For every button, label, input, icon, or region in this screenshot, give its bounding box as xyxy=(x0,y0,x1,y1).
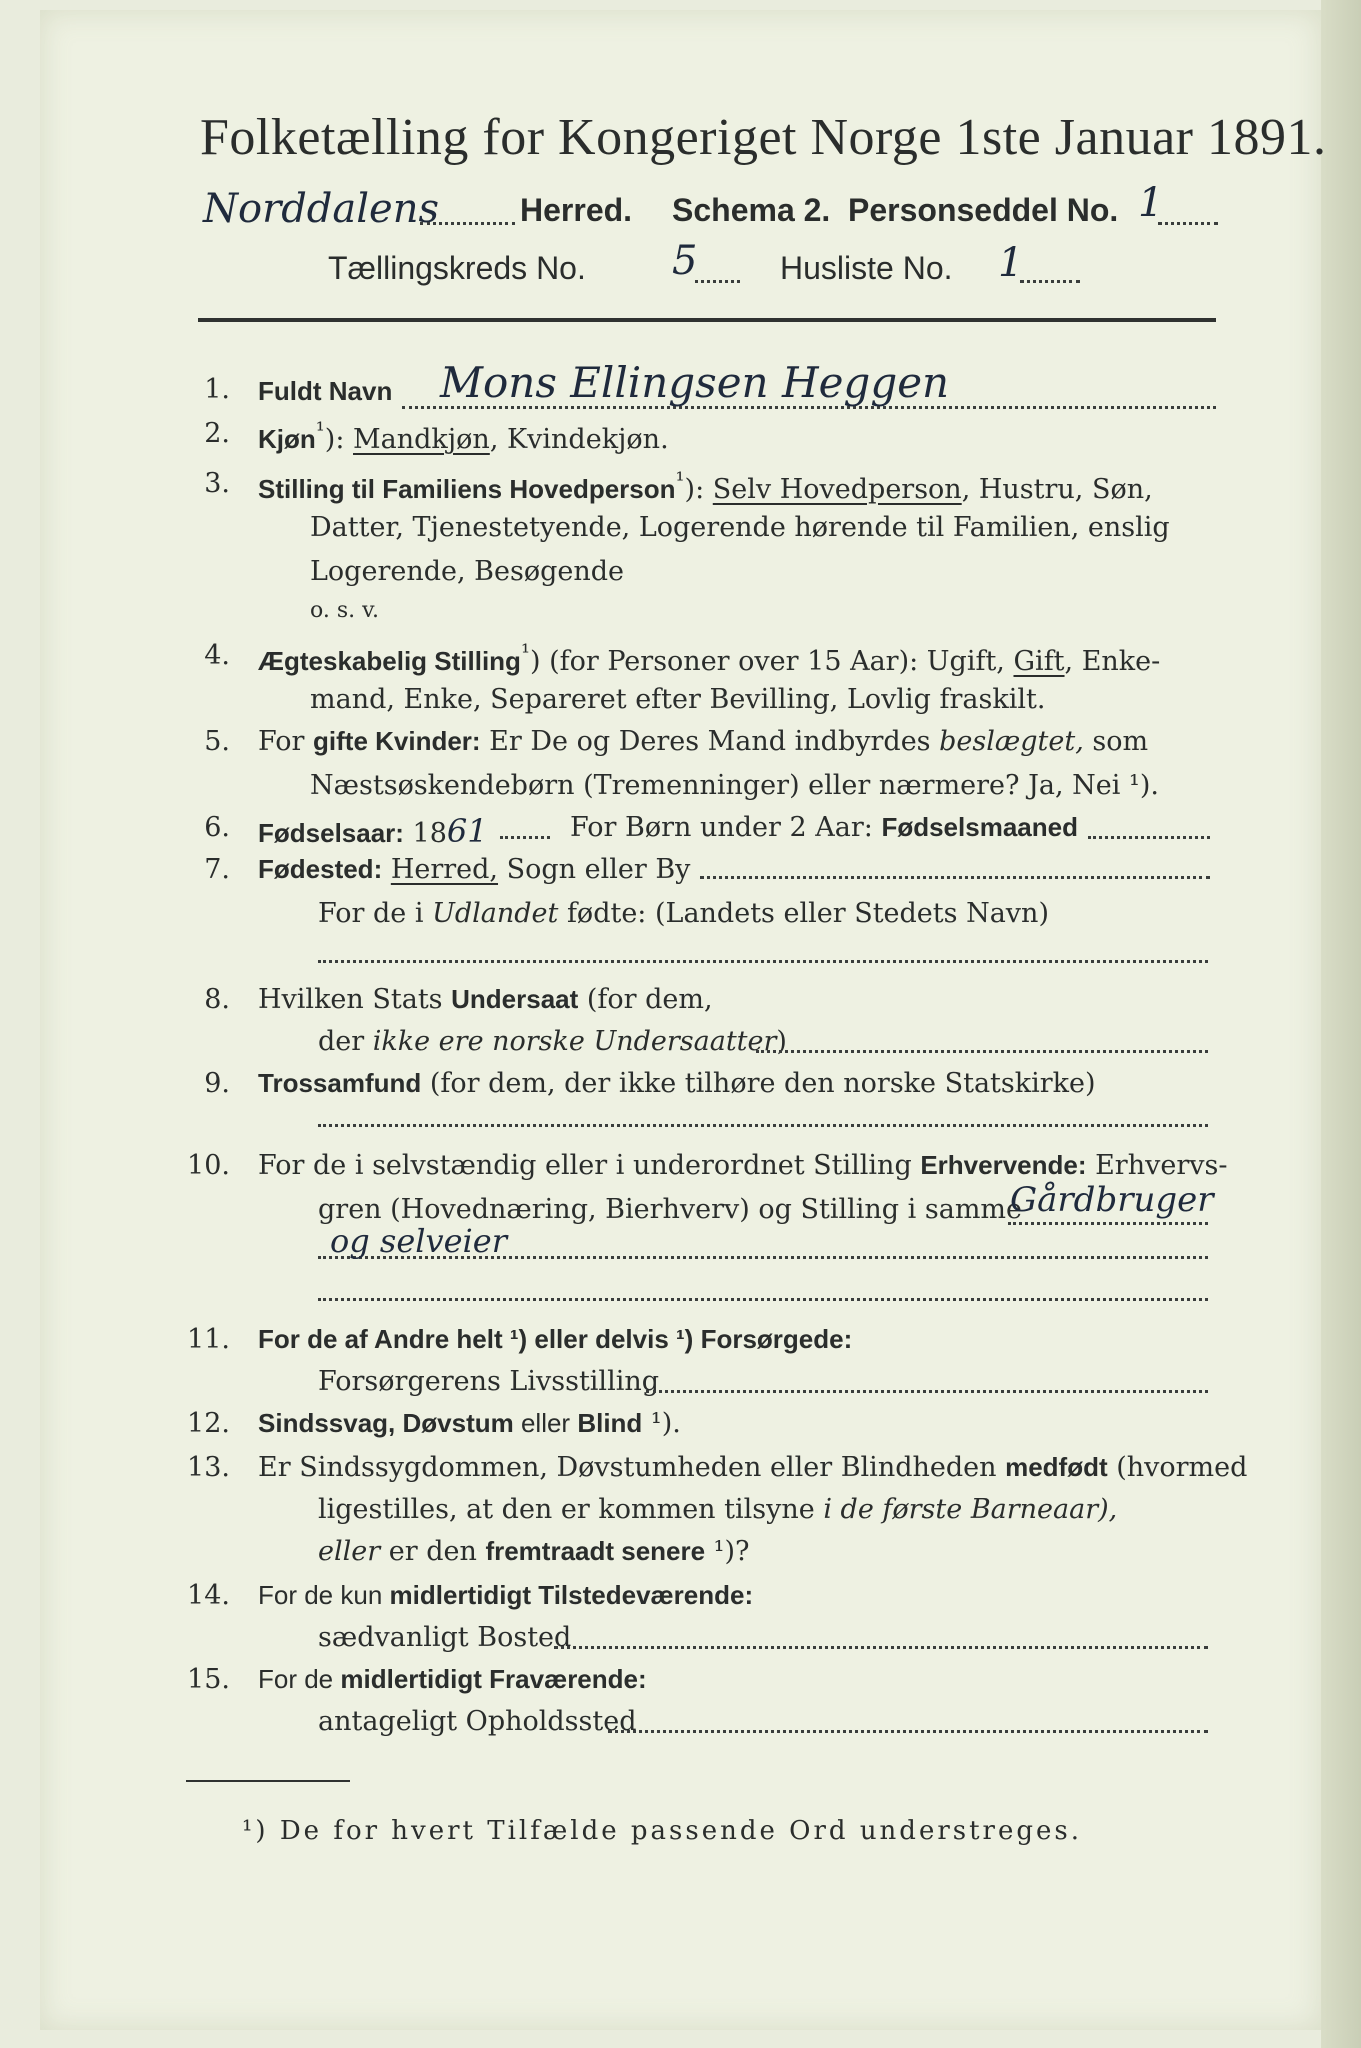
q1-label: Fuldt Navn xyxy=(258,376,393,406)
q3-number: 3. xyxy=(204,468,230,499)
q4-rest: ) (for Personer over 15 Aar): Ugift, xyxy=(529,646,1014,677)
q11-line1 xyxy=(258,1324,852,1355)
q3-line4: o. s. v. xyxy=(310,598,379,623)
q10-pre: For de i selvstændig eller i underordnet Stilling xyxy=(258,1150,921,1181)
q6-value: 61 xyxy=(446,812,488,850)
q6-year-dots xyxy=(500,836,550,839)
q2-rest: ): xyxy=(324,424,354,455)
q12-end: ¹). xyxy=(642,1408,681,1439)
kreds-dots xyxy=(695,280,740,283)
husliste-label: Husliste No. xyxy=(780,250,953,286)
q10-number: 10. xyxy=(187,1150,230,1181)
q3-line1-rest: , Hustru, Søn, xyxy=(961,474,1153,505)
q13-line3-italic: eller xyxy=(318,1536,381,1567)
q5-rest: Er De og Deres Mand indbyrdes xyxy=(480,726,940,757)
q13-line2-pre: ligestilles, at den er kommen tilsyne xyxy=(318,1494,824,1525)
q13-line3-pre: er den xyxy=(380,1536,486,1567)
q7-number: 7. xyxy=(204,854,230,885)
census-form-page xyxy=(40,10,1321,2030)
q6-label2: Fødselsmaaned xyxy=(881,812,1078,842)
q13-rest: (hvormed xyxy=(1107,1452,1248,1483)
q2-option-other: , Kvindekjøn. xyxy=(489,424,669,455)
q13-number: 13. xyxy=(187,1452,230,1483)
q7-line2-pre: For de i xyxy=(318,898,433,929)
personseddel-label: Personseddel No. xyxy=(848,192,1119,228)
q8-label: Undersaat xyxy=(451,984,579,1014)
q15-pre: For de xyxy=(258,1664,341,1694)
q13-line2-italic: i de første Barneaar), xyxy=(823,1494,1118,1525)
q10-value-1: Gårdbruger xyxy=(1010,1180,1214,1220)
q8-dots xyxy=(756,1050,1208,1053)
q11-line2: Forsørgerens Livsstilling xyxy=(318,1366,660,1397)
q15-line1 xyxy=(258,1664,647,1695)
herred-dots xyxy=(420,222,515,225)
q13-label: medfødt xyxy=(1005,1452,1108,1482)
q2-option-selected: Mandkjøn xyxy=(353,424,490,455)
page-edge xyxy=(1321,0,1361,2048)
q10-line1 xyxy=(258,1150,1227,1181)
q5-pre: For xyxy=(258,726,314,757)
form-title: Folketælling for Kongeriget Norge 1ste Januar 1891. xyxy=(200,109,1327,166)
q9-number: 9. xyxy=(204,1068,230,1099)
q8-number: 8. xyxy=(204,984,230,1015)
q4-option-selected: Gift xyxy=(1013,646,1065,677)
q10-line4-dots xyxy=(318,1298,1208,1301)
q7-label: Fødested: xyxy=(258,854,383,884)
q12-line1 xyxy=(258,1408,681,1439)
q4-label: Ægteskabelig Stilling xyxy=(258,646,521,676)
q2-label: Kjøn xyxy=(258,424,316,454)
q14-line1 xyxy=(258,1580,753,1611)
herred-label: Herred. xyxy=(520,192,633,228)
q13-line3-label: fremtraadt senere xyxy=(485,1536,706,1566)
q1-number: 1. xyxy=(204,374,230,405)
kreds-label: Tællingskreds No. xyxy=(328,250,586,286)
q1-value: Mons Ellingsen Heggen xyxy=(440,358,950,407)
q3-label: Stilling til Familiens Hovedperson xyxy=(258,474,676,504)
q13-line1 xyxy=(258,1452,1247,1483)
q11-number: 11. xyxy=(187,1324,230,1355)
herred-value: Norddalens xyxy=(203,186,440,232)
q3-option-selected: Selv Hovedperson xyxy=(712,474,962,505)
personseddel-dots xyxy=(1158,222,1218,225)
q10-line2: gren (Hovednæring, Bierhverv) og Stilling i samme xyxy=(318,1194,1023,1225)
q5-label: gifte Kvinder: xyxy=(313,726,481,756)
q13-line3 xyxy=(318,1536,750,1567)
q12-label2: Blind xyxy=(577,1408,643,1438)
schema-label: Schema 2. xyxy=(672,192,831,228)
q15-line2: antageligt Opholdssted xyxy=(318,1706,637,1737)
husliste-dots xyxy=(1020,280,1080,283)
q12-rest: eller xyxy=(513,1408,578,1438)
q12-number: 12. xyxy=(187,1408,230,1439)
q6-number: 6. xyxy=(204,812,230,843)
header-rule xyxy=(198,318,1216,322)
q6-month-dots xyxy=(1088,836,1210,839)
q3-line2: Datter, Tjenestetyende, Logerende hørende til Familien, enslig xyxy=(310,512,1170,543)
kreds-value: 5 xyxy=(672,238,698,284)
q11-pre: For de af Andre helt ¹) eller delvis ¹) xyxy=(258,1324,701,1354)
q13-line3-end: ¹)? xyxy=(705,1536,750,1567)
q13-pre: Er Sindssygdommen, Døvstumheden eller Blindheden xyxy=(258,1452,1006,1483)
q15-label: midlertidigt Fraværende: xyxy=(340,1664,647,1694)
q3-rest: ): xyxy=(684,474,713,505)
q5-number: 5. xyxy=(204,726,230,757)
q4-line1-rest: , Enke- xyxy=(1064,646,1161,677)
q3-line1 xyxy=(258,468,1153,505)
footnote-rule xyxy=(186,1780,350,1782)
q10-rest: Erhvervs- xyxy=(1086,1150,1228,1181)
q8-pre: Hvilken Stats xyxy=(258,984,452,1015)
q4-sup: ¹ xyxy=(520,640,530,666)
q7-option-selected: Herred, xyxy=(390,854,499,885)
q14-label: midlertidigt Tilstedeværende: xyxy=(389,1580,754,1610)
q7-line2 xyxy=(318,898,1049,929)
q6-line1-rest xyxy=(570,812,1078,843)
q5-italic: beslægtet, xyxy=(939,726,1084,757)
q5-line2: Næstsøskendebørn (Tremenninger) eller nærmere? Ja, Nei ¹). xyxy=(310,770,1159,801)
q2-text xyxy=(258,418,669,455)
q2-number: 2. xyxy=(204,418,230,449)
q13-line2 xyxy=(318,1494,1117,1525)
q3-sup: ¹ xyxy=(675,468,685,494)
q7-rest: Sogn eller By xyxy=(498,854,691,885)
q5-line1 xyxy=(258,726,1148,757)
husliste-value: 1 xyxy=(998,240,1024,286)
q8-line2-pre: der xyxy=(318,1026,373,1057)
q7-line2-rest: fødte: (Landets eller Stedets Navn) xyxy=(558,898,1049,929)
q14-pre: For de kun xyxy=(258,1580,390,1610)
footnote: ¹) De for hvert Tilfælde passende Ord understreges. xyxy=(242,1816,1083,1846)
q7-line1 xyxy=(258,854,690,885)
q8-line2-italic: ikke ere norske Undersaatter xyxy=(372,1026,777,1057)
q14-number: 14. xyxy=(187,1580,230,1611)
q15-dots xyxy=(608,1730,1208,1733)
q14-dots xyxy=(554,1646,1208,1649)
q7-line3-dots xyxy=(318,960,1208,963)
q4-line2: mand, Enke, Separeret efter Bevilling, Lovlig fraskilt. xyxy=(310,684,1046,715)
personseddel-value: 1 xyxy=(1138,180,1164,226)
q6-value-prefix: 18 xyxy=(403,818,447,849)
q8-line2 xyxy=(318,1026,787,1057)
q6-label: Fødselsaar: xyxy=(258,818,404,848)
q7-line2-italic: Udlandet xyxy=(432,898,559,929)
q10-line2-dots xyxy=(1008,1222,1208,1225)
q9-line1 xyxy=(258,1068,1096,1099)
q9-rest: (for dem, der ikke tilhøre den norske Statskirke) xyxy=(421,1068,1096,1099)
q7-dots xyxy=(700,876,1210,879)
q6-rest: For Børn under 2 Aar: xyxy=(570,812,882,843)
q11-dots xyxy=(646,1390,1208,1393)
q5-end: som xyxy=(1083,726,1149,757)
q6-line1 xyxy=(258,812,488,850)
q10-value-2: og selveier xyxy=(330,1222,507,1260)
q9-label: Trossamfund xyxy=(258,1068,422,1098)
q4-number: 4. xyxy=(204,640,230,671)
q2-sup: ¹ xyxy=(315,418,325,444)
q11-label: Forsørgede: xyxy=(700,1324,853,1354)
q9-dots xyxy=(318,1124,1208,1127)
q8-line2-rest: ) xyxy=(776,1026,787,1057)
q3-line3: Logerende, Besøgende xyxy=(310,556,624,587)
q4-line1 xyxy=(258,640,1160,677)
q12-label: Sindssvag, Døvstum xyxy=(258,1408,514,1438)
q8-rest: (for dem, xyxy=(578,984,713,1015)
q8-line1 xyxy=(258,984,713,1015)
q10-label: Erhvervende: xyxy=(920,1150,1087,1180)
q15-number: 15. xyxy=(187,1664,230,1695)
q14-line2: sædvanligt Bosted xyxy=(318,1622,572,1653)
